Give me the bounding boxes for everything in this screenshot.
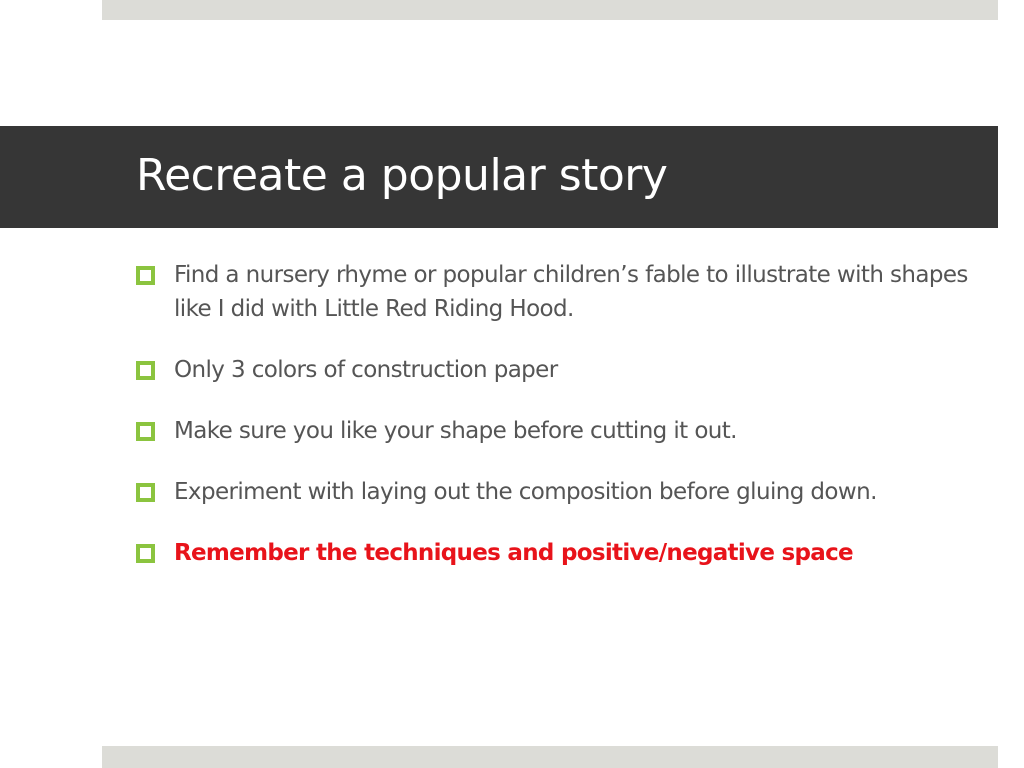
- bottom-decorative-band: [102, 746, 998, 768]
- top-decorative-band: [102, 0, 998, 20]
- bullet-text: Experiment with laying out the composition before gluing down.: [174, 479, 877, 505]
- square-bullet-icon: [136, 266, 155, 285]
- bullet-text: Only 3 colors of construction paper: [174, 357, 558, 383]
- square-bullet-icon: [136, 483, 155, 502]
- bullet-text-emphasis: Remember the techniques and positive/negative space: [174, 540, 853, 566]
- bullet-item: [136, 258, 976, 326]
- square-bullet-icon: [136, 544, 155, 563]
- bullet-item: [136, 353, 976, 387]
- bullet-text: Make sure you like your shape before cutting it out.: [174, 418, 737, 444]
- slide-title: Recreate a popular story: [136, 150, 668, 201]
- square-bullet-icon: [136, 361, 155, 380]
- bullet-item-emphasis: [136, 536, 976, 570]
- bullet-item: [136, 414, 976, 448]
- bullet-list: [136, 258, 976, 597]
- bullet-text: Find a nursery rhyme or popular children’s fable to illustrate with shapes like I did with Little Red Riding Hood.: [174, 262, 968, 322]
- square-bullet-icon: [136, 422, 155, 441]
- bullet-item: [136, 475, 976, 509]
